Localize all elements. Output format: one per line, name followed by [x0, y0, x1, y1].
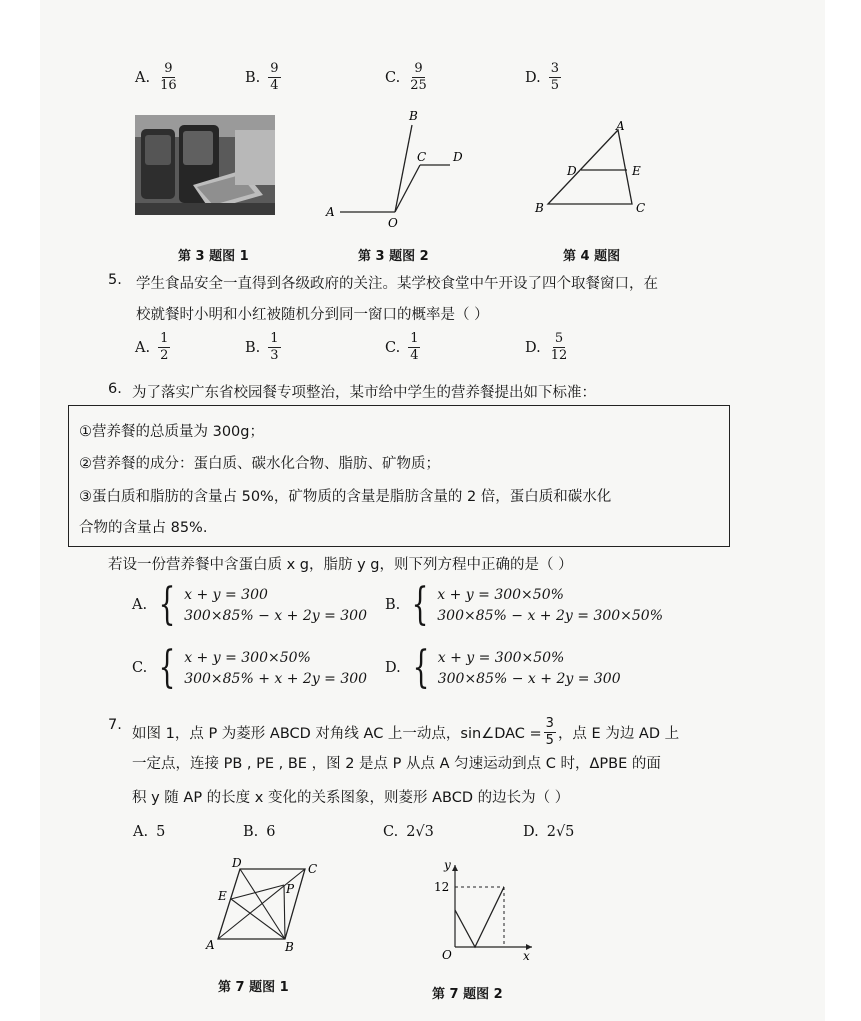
fraction: $\frac{9}{4}$ — [270, 61, 279, 94]
q7-option-b[interactable]: B. 6 — [243, 824, 276, 840]
q5-text-line1: 学生食品安全一直得到各级政府的关注。某学校食堂中午开设了四个取餐窗口，在 — [136, 276, 658, 292]
label-a: A — [326, 205, 335, 219]
q3-figure2-angle — [320, 100, 480, 235]
label-b: B — [409, 109, 418, 123]
label-c: C — [636, 201, 646, 215]
fraction: $\frac{5}{12}$ — [550, 331, 568, 364]
q6-option-d[interactable]: D. { x + y = 300×50% 300×85% − x + 2y = 300 — [385, 642, 621, 693]
diagonal-bd — [240, 869, 285, 939]
q4-figure-triangle — [530, 118, 655, 218]
q5-option-a[interactable]: A. $\frac{1}{2}$ — [135, 331, 169, 364]
q3-figure1-photo — [135, 115, 275, 215]
brace-icon: { — [158, 579, 176, 630]
q7-text-line3: 积 y 随 AP 的长度 x 变化的关系图象，则菱形 ABCD 的边长为（ ） — [132, 790, 570, 806]
caption-q3-fig2: 第 3 题图 2 — [358, 249, 429, 264]
diagonal-ac — [218, 869, 305, 939]
standard-item-3: ③蛋白质和脂肪的含量占 50%，矿物质的含量是脂肪含量的 2 倍，蛋白质和碳水化 — [79, 489, 612, 505]
q5-option-c[interactable]: C. $\frac{1}{4}$ — [385, 331, 419, 364]
q7-text-line1: 如图 1，点 P 为菱形 ABCD 对角线 AC 上一动点，sin∠DAC = $\frac{3}{5}$ ，点 E 为边 AD 上 — [132, 716, 680, 749]
fraction: $\frac{3}{5}$ — [550, 61, 559, 94]
caption-q4-fig: 第 4 题图 — [563, 249, 621, 264]
brace-icon: { — [412, 642, 430, 693]
q7-figure1-rhombus — [200, 855, 330, 955]
label-x: x — [523, 949, 530, 963]
q7-option-c[interactable]: C. 2√3 — [383, 824, 434, 840]
label-a: A — [206, 938, 215, 952]
q6-option-c[interactable]: C. { x + y = 300×50% 300×85% + x + 2y = 300 — [132, 642, 368, 693]
q6-question: 若设一份营养餐中含蛋白质 x g，脂肪 y g，则下列方程中正确的是（ ） — [108, 557, 573, 573]
triangle-abc — [548, 130, 632, 204]
ray-ob — [395, 125, 412, 212]
label-e: E — [632, 164, 641, 178]
label-a: A — [616, 119, 625, 133]
q5-option-d[interactable]: D. $\frac{5}{12}$ — [525, 331, 568, 364]
label-d: D — [453, 150, 463, 164]
fraction: $\frac{9}{25}$ — [410, 61, 427, 94]
q4-option-b[interactable]: B. $\frac{9}{4}$ — [245, 61, 279, 94]
label-e: E — [218, 889, 227, 903]
label-d: D — [232, 856, 242, 870]
area-curve — [455, 887, 504, 947]
q6-option-a[interactable]: A. { x + y = 300 300×85% − x + 2y = 300 — [132, 579, 367, 630]
q7-option-a[interactable]: A. 5 — [133, 824, 166, 840]
fraction: $\frac{1}{2}$ — [160, 331, 169, 364]
q6-text-line1: 为了落实广东省校园餐专项整治，某市给中学生的营养餐提出如下标准： — [132, 385, 596, 401]
q6-standards-box — [68, 405, 730, 547]
q5-number: 5. — [108, 272, 122, 288]
label-d: D — [567, 164, 577, 178]
fraction: $\frac{1}{3}$ — [270, 331, 279, 364]
y-axis-arrow-icon — [452, 865, 458, 871]
q5-option-b[interactable]: B. $\frac{1}{3}$ — [245, 331, 279, 364]
fraction: $\frac{3}{5}$ — [545, 716, 554, 749]
segment-oc — [395, 165, 420, 212]
label-b: B — [535, 201, 544, 215]
q7-figure2-graph — [420, 855, 540, 965]
brace-icon: { — [158, 642, 176, 693]
label-o: O — [388, 216, 398, 230]
caption-q7-fig2: 第 7 题图 2 — [432, 987, 503, 1002]
q7-text-line2: 一定点，连接 PB , PE , BE ，图 2 是点 P 从点 A 匀速运动到点 C 时，ΔPBE 的面 — [132, 756, 661, 772]
label-origin: O — [442, 948, 452, 962]
standard-item-3-cont: 合物的含量占 85%. — [79, 520, 208, 536]
q4-option-a[interactable]: A. $\frac{9}{16}$ — [135, 61, 177, 94]
segment-pb — [284, 885, 285, 939]
label-twelve: 12 — [434, 880, 450, 894]
fraction: $\frac{1}{4}$ — [410, 331, 419, 364]
standard-item-2: ②营养餐的成分：蛋白质、碳水化合物、脂肪、矿物质； — [79, 456, 440, 472]
label-b: B — [285, 940, 294, 954]
q7-option-d[interactable]: D. 2√5 — [523, 824, 575, 840]
label-p: P — [286, 882, 295, 896]
photo-illustration — [135, 115, 275, 215]
brace-icon: { — [411, 579, 429, 630]
label-c: C — [417, 150, 427, 164]
standard-item-1: ①营养餐的总质量为 300g； — [79, 424, 264, 440]
q4-option-c[interactable]: C. $\frac{9}{25}$ — [385, 61, 427, 94]
label-c: C — [308, 862, 318, 876]
caption-q7-fig1: 第 7 题图 1 — [218, 980, 289, 995]
q6-option-b[interactable]: B. { x + y = 300×50% 300×85% − x + 2y = 300×50% — [385, 579, 664, 630]
q5-text-line2: 校就餐时小明和小红被随机分到同一窗口的概率是（ ） — [136, 307, 489, 323]
q6-number: 6. — [108, 381, 122, 397]
label-y: y — [444, 858, 451, 872]
q4-option-d[interactable]: D. $\frac{3}{5}$ — [525, 61, 559, 94]
segment-be — [231, 899, 285, 939]
q7-number: 7. — [108, 717, 122, 733]
caption-q3-fig1: 第 3 题图 1 — [178, 249, 249, 264]
fraction: $\frac{9}{16}$ — [160, 61, 177, 94]
